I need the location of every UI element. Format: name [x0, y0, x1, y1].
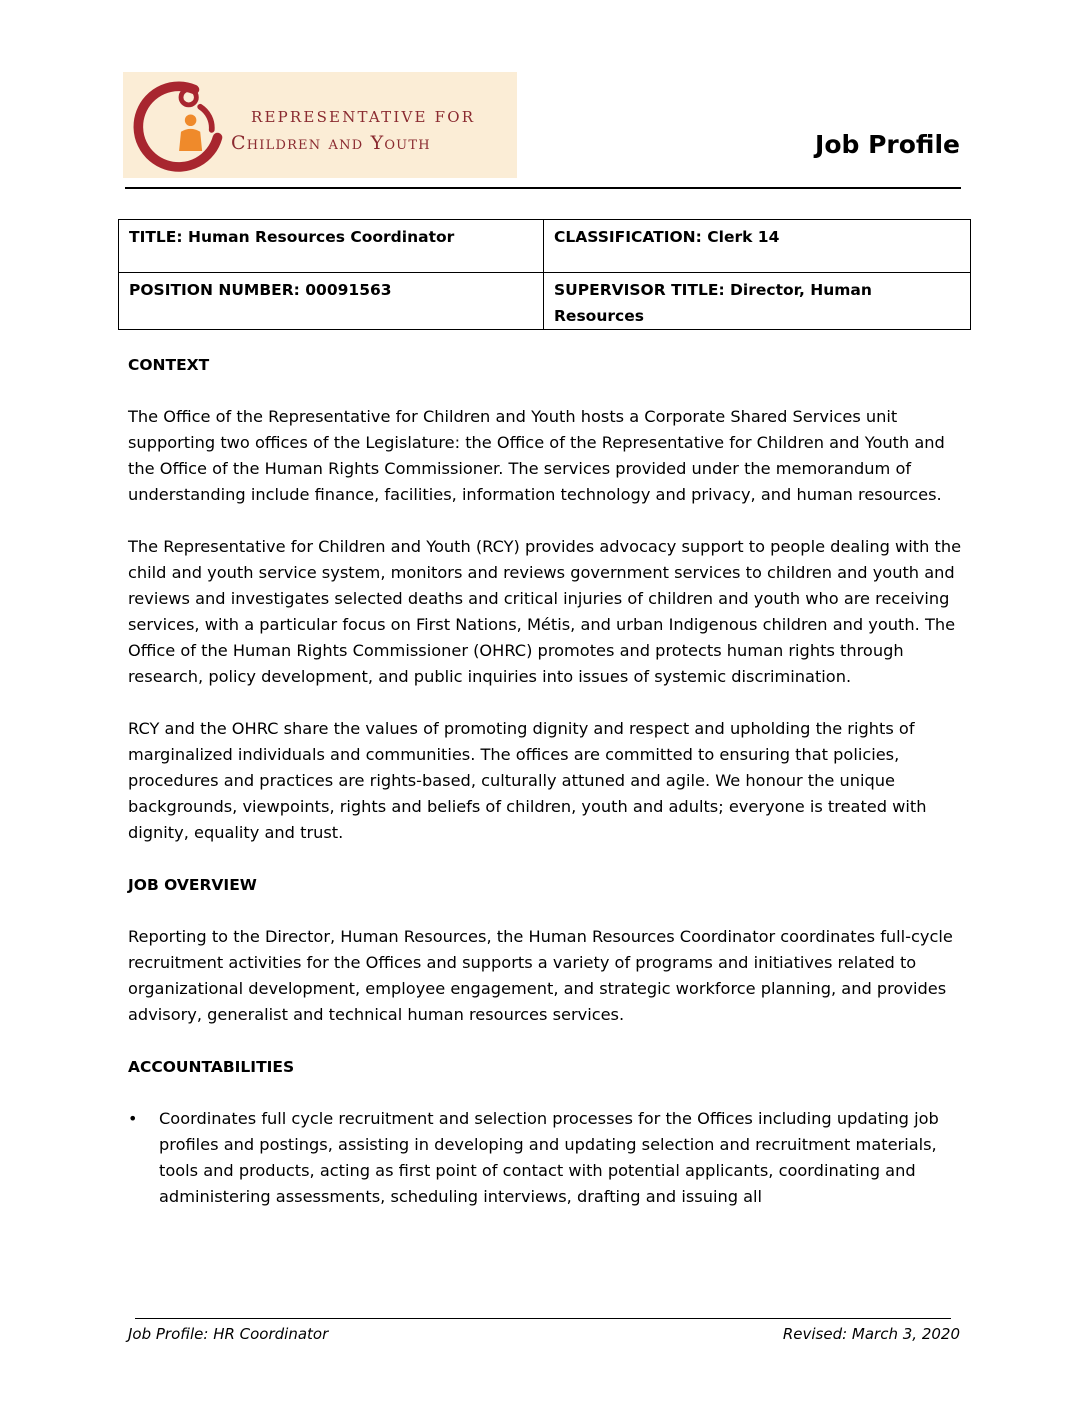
header-divider [125, 187, 961, 189]
context-paragraph-2: The Representative for Children and Youth (RCY) provides advocacy support to people dealing with the child and youth service system, monitors and reviews government services to children and youth and reviews and investigates selected deaths and critical injuries of children and youth who are receiving services, with a particular focus on First Nations, Métis, and urban Indigenous children and youth. The Office of the Human Rights Commissioner (OHRC) promotes and protects human rights through research, policy development, and public inquiries into issues of systemic discrimination. [128, 537, 962, 686]
context-heading: CONTEXT [128, 356, 210, 374]
position-number-cell: POSITION NUMBER: 00091563 [119, 273, 544, 330]
logo-emblem-icon [133, 78, 229, 174]
position-info-table [118, 219, 971, 330]
accountabilities-heading: ACCOUNTABILITIES [128, 1058, 295, 1076]
footer-revision-date: Revised: March 3, 2020 [782, 1325, 960, 1343]
logo-text-line1: REPRESENTATIVE FOR [251, 108, 476, 126]
table-row [119, 273, 971, 330]
document-title: Job Profile [815, 130, 960, 159]
context-paragraph-3: RCY and the OHRC share the values of promoting dignity and respect and upholding the rights of marginalized individuals and communities. The offices are committed to ensuring that policies, procedures and practices are rights-based, culturally attuned and agile. We honour the unique backgrounds, viewpoints, rights and beliefs of children, youth and adults; everyone is treated with dignity, equality and trust. [128, 719, 927, 842]
list-item: • Coordinates full cycle recruitment and selection processes for the Offices including updating job profiles and postings, assisting in developing and updating selection and recruitment materials, tools and products, acting as first point of contact with potential applicants, coordinating and administering assessments, scheduling interviews, drafting and issuing all [128, 1106, 968, 1210]
accountabilities-list [128, 1106, 968, 1210]
logo-text-line2: Children and Youth [231, 132, 431, 154]
job-overview-heading: JOB OVERVIEW [128, 876, 257, 894]
document-body [128, 352, 968, 1210]
context-paragraph-1: The Office of the Representative for Children and Youth hosts a Corporate Shared Services unit supporting two offices of the Legislature: the Office of the Representative for Children and Youth and the Office of the Human Rights Commissioner. The services provided under the memorandum of understanding include finance, facilities, information technology and privacy, and human resources. [128, 407, 945, 504]
footer-document-name: Job Profile: HR Coordinator [128, 1325, 329, 1343]
table-row [119, 220, 971, 273]
footer-divider [135, 1318, 951, 1319]
organization-logo [123, 72, 517, 178]
title-cell: TITLE: Human Resources Coordinator [119, 220, 544, 273]
supervisor-title-cell: SUPERVISOR TITLE: Director, Human Resources [544, 273, 971, 330]
classification-cell: CLASSIFICATION: Clerk 14 [544, 220, 971, 273]
job-overview-paragraph: Reporting to the Director, Human Resources, the Human Resources Coordinator coordinates full-cycle recruitment activities for the Offices and supports a variety of programs and initiatives related to organizational development, employee engagement, and strategic workforce planning, and provides advisory, generalist and technical human resources services. [128, 927, 953, 1024]
